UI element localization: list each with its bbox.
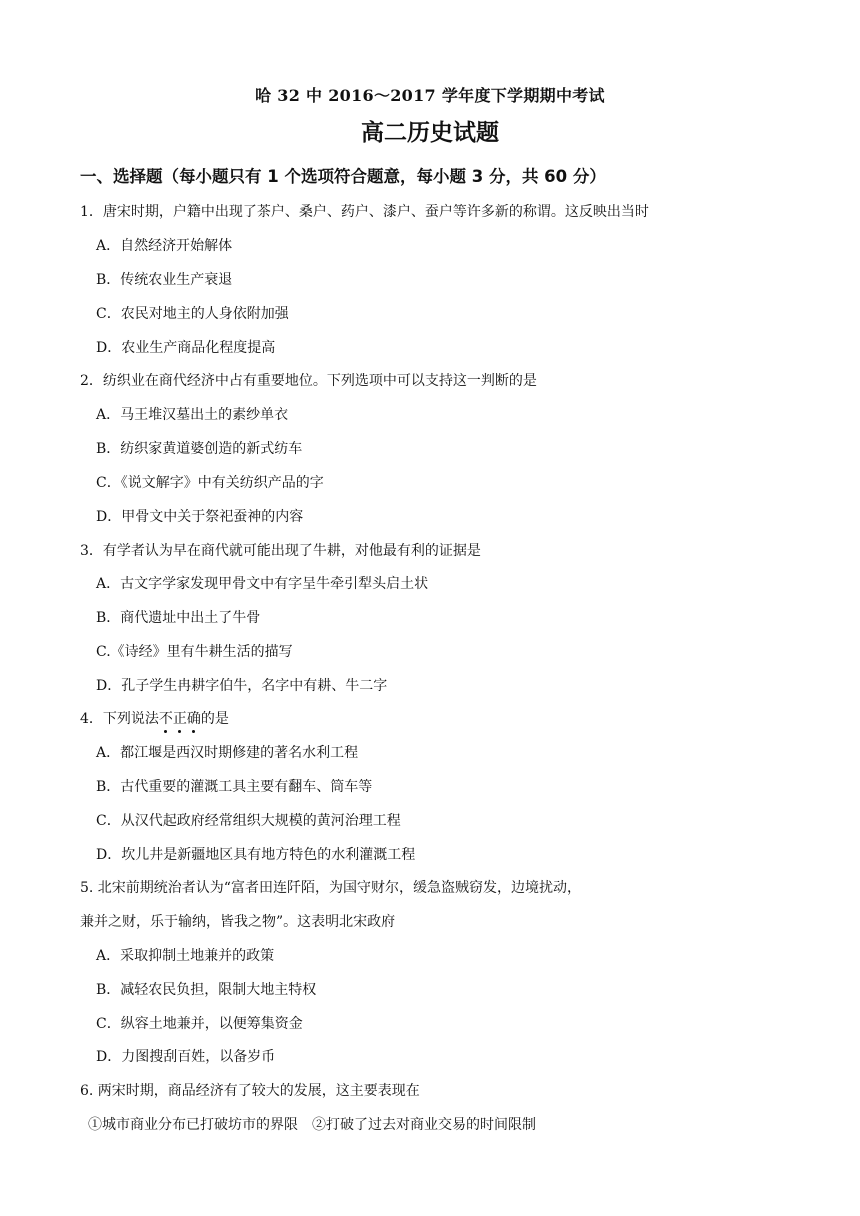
- emphasis-char: 不: [158, 711, 173, 727]
- question-6-sub-items: ①城市商业分布已打破坊市的界限 ②打破了过去对商业交易的时间限制: [88, 1117, 536, 1133]
- question-4-stem: [80, 710, 229, 728]
- question-1-option-d: D．农业生产商品化程度提高: [96, 340, 276, 356]
- question-2-option-c: C．《说文解字》中有关纺织产品的字: [96, 475, 324, 491]
- page-title: 高二历史试题: [361, 120, 499, 146]
- question-2-option-b: B．纺织家黄道婆创造的新式纺车: [96, 441, 303, 457]
- question-2-option-a: A．马王堆汉墓出土的素纱单衣: [96, 407, 289, 423]
- question-6-stem: 6. 两宋时期，商品经济有了较大的发展，这主要表现在: [80, 1083, 420, 1099]
- question-4-option-b: B．古代重要的灌溉工具主要有翻车、筒车等: [96, 779, 373, 795]
- question-3-stem: 3．有学者认为早在商代就可能出现了牛耕，对他最有利的证据是: [80, 543, 481, 559]
- question-5-stem-continued: 兼并之财，乐于输纳，皆我之物”。这表明北宋政府: [80, 914, 396, 930]
- question-5-option-c: C．纵容土地兼并，以便筹集资金: [96, 1016, 303, 1032]
- emphasis-char: 正: [172, 711, 187, 727]
- question-5-option-a: A．采取抑制土地兼并的政策: [96, 948, 275, 964]
- question-5-option-b: B．减轻农民负担，限制大地主特权: [96, 982, 317, 998]
- question-2-stem: 2．纺织业在商代经济中占有重要地位。下列选项中可以支持这一判断的是: [80, 373, 537, 389]
- question-1-option-a: A．自然经济开始解体: [96, 238, 233, 254]
- question-3-option-a: A．古文字学家发现甲骨文中有字呈牛牵引犁头启土状: [96, 576, 429, 592]
- question-1-option-c: C．农民对地主的人身依附加强: [96, 306, 289, 322]
- emphasis-char: 确: [186, 711, 201, 727]
- question-1-option-b: B．传统农业生产衰退: [96, 272, 233, 288]
- section-heading: 一、选择题（每小题只有 1 个选项符合题意，每小题 3 分，共 60 分）: [80, 167, 606, 186]
- question-2-option-d: D．甲骨文中关于祭祀蚕神的内容: [96, 509, 304, 525]
- question-3-option-d: D．孔子学生冉耕字伯牛，名字中有耕、牛二字: [96, 678, 388, 694]
- question-4-option-a: A．都江堰是西汉时期修建的著名水利工程: [96, 745, 359, 761]
- question-4-option-d: D．坎儿井是新疆地区具有地方特色的水利灌溉工程: [96, 847, 416, 863]
- question-5-stem: 5. 北宋前期统治者认为“富者田连阡陌，为国守财尔，缓急盗贼窃发，边境扰动，: [80, 880, 581, 896]
- question-1-stem: 1．唐宋时期，户籍中出现了茶户、桑户、药户、漆户、蚕户等许多新的称谓。这反映出当时: [80, 204, 649, 220]
- question-3-option-b: B．商代遗址中出土了牛骨: [96, 610, 261, 626]
- exam-header: 哈 32 中 2016～2017 学年度下学期期中考试: [255, 86, 605, 105]
- question-5-option-d: D．力图搜刮百姓，以备岁币: [96, 1049, 276, 1065]
- question-4-stem-before: 4．下列说法: [80, 711, 159, 727]
- question-4-stem-after: 的是: [200, 711, 229, 727]
- question-4-option-c: C．从汉代起政府经常组织大规模的黄河治理工程: [96, 813, 401, 829]
- question-3-option-c: C.《诗经》里有牛耕生活的描写: [96, 644, 293, 660]
